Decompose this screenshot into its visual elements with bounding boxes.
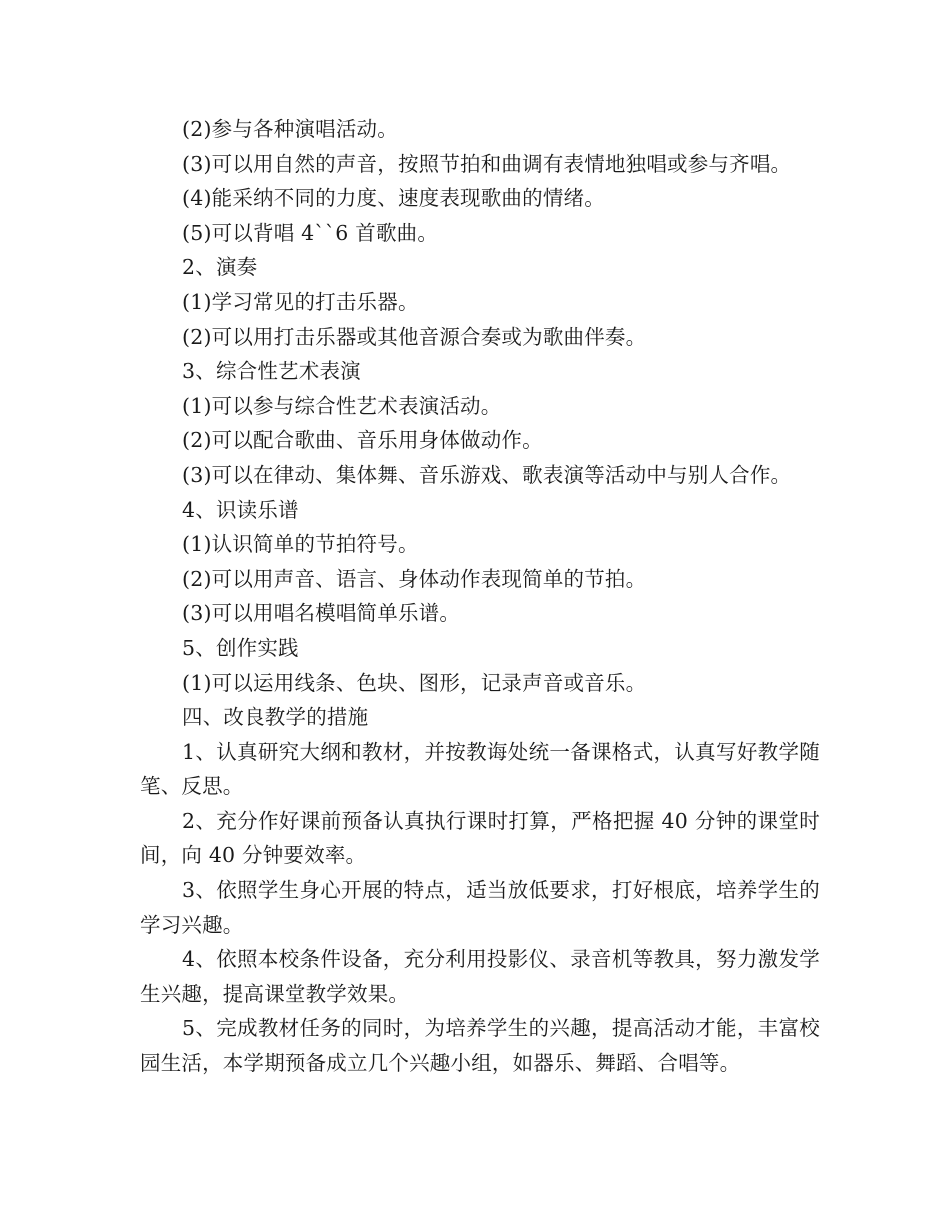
text-line: (4)能采纳不同的力度、速度表现歌曲的情绪。 [182, 186, 605, 211]
paragraph: 4、依照本校条件设备，充分利用投影仪、录音机等教具，努力激发学生兴趣，提高课堂教学效果。 [140, 947, 820, 1006]
text-line: (2)可以用声音、语言、身体动作表现简单的节拍。 [182, 566, 647, 591]
section-heading: 4、识读乐谱 [182, 497, 299, 522]
paragraph: 2、充分作好课前预备认真执行课时打算，严格把握 40 分钟的课堂时间，向 40 分钟要效率。 [140, 808, 820, 868]
paragraph: 5、完成教材任务的同时，为培养学生的兴趣，提高活动才能，丰富校园生活，本学期预备成立几个兴趣小组，如器乐、舞蹈、合唱等。 [140, 1016, 820, 1076]
text-line: (1)认识简单的节拍符号。 [182, 532, 419, 557]
section-heading: 3、综合性艺术表演 [182, 359, 361, 384]
text-line: (5)可以背唱 4``6 首歌曲。 [182, 220, 439, 245]
text-line: (3)可以在律动、集体舞、音乐游戏、歌表演等活动中与别人合作。 [182, 462, 792, 487]
text-line: (2)可以配合歌曲、音乐用身体做动作。 [182, 428, 543, 453]
section-heading: 2、演奏 [182, 255, 258, 280]
text-line: (3)可以用自然的声音，按照节拍和曲调有表情地独唱或参与齐唱。 [182, 151, 792, 176]
text-line: (1)学习常见的打击乐器。 [182, 289, 419, 314]
text-line: (1)可以运用线条、色块、图形，记录声音或音乐。 [182, 670, 647, 695]
paragraph: 1、认真研究大纲和教材，并按教诲处统一备课格式，认真写好教学随笔、反思。 [140, 739, 820, 799]
section-heading: 四、改良教学的措施 [182, 705, 369, 730]
text-line: (2)参与各种演唱活动。 [182, 117, 398, 141]
text-line: (1)可以参与综合性艺术表演活动。 [182, 393, 502, 418]
text-line: (2)可以用打击乐器或其他音源合奏或为歌曲伴奏。 [182, 324, 647, 349]
paragraph: 3、依照学生身心开展的特点，适当放低要求，打好根底，培养学生的学习兴趣。 [140, 878, 820, 937]
section-heading: 5、创作实践 [182, 635, 299, 660]
text-line: (3)可以用唱名模唱简单乐谱。 [182, 601, 461, 626]
document-body [140, 112, 820, 1081]
